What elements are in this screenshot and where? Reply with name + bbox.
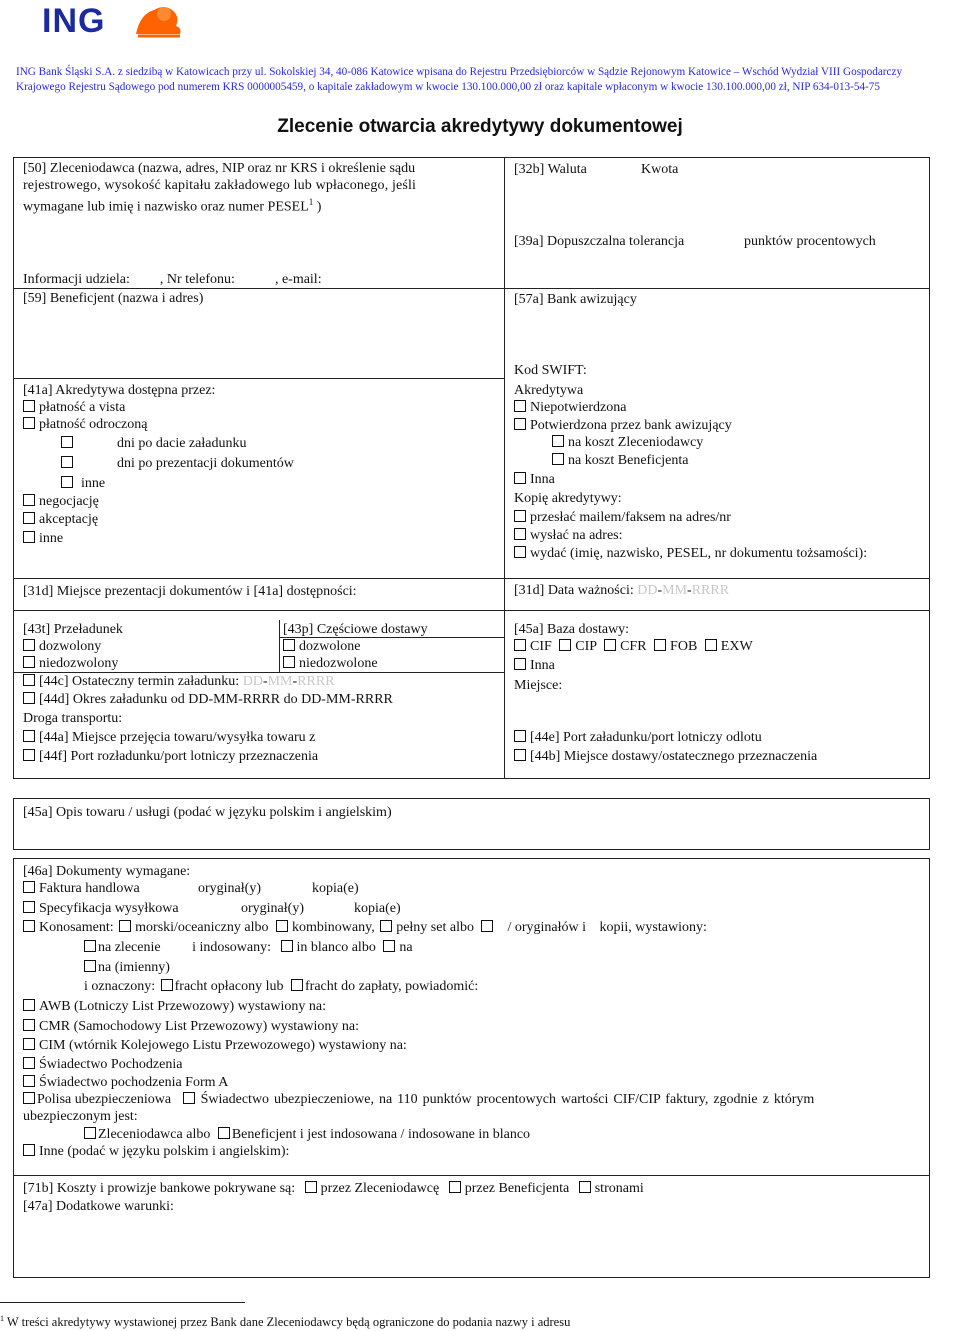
incoterms-row: CIF CIP CFR FOB EXW bbox=[514, 638, 753, 655]
logo-text: ING bbox=[42, 2, 106, 40]
bl-row: Konosament: morski/oceaniczny albo kombinowany, pełny set albo / oryginałów i kopii, wystawiony: bbox=[23, 919, 707, 936]
other1-checkbox[interactable] bbox=[61, 476, 73, 488]
footnote: $^1$ W treści akredytywy wystawionej przez Bank dane Zleceniodawcy będą ograniczone do podania nazwy i adresu bbox=[0, 1314, 571, 1330]
page-title: Zlecenie otwarcia akredytywy dokumentowej bbox=[277, 116, 683, 137]
copy-hand-checkbox[interactable] bbox=[514, 546, 526, 558]
base-other-row: Inna bbox=[514, 657, 555, 674]
s44e-row: [44e] Port załadunku/port lotniczy odlotu bbox=[514, 729, 762, 746]
base-place: Miejsce: bbox=[514, 678, 563, 693]
column-divider bbox=[504, 157, 505, 779]
s41a-deferred-row: płatność odroczoną bbox=[23, 416, 147, 433]
s43p-not-allowed-row: niedozwolone bbox=[283, 655, 378, 672]
invoice-checkbox[interactable] bbox=[23, 881, 35, 893]
s41a-days-docs-row: dni po prezentacji dokumentów bbox=[61, 455, 294, 472]
cost-beneficiary-checkbox[interactable] bbox=[552, 453, 564, 465]
confirm-other-row: Inna bbox=[514, 471, 555, 488]
packing-row: Specyfikacja wysyłkowa oryginał(y) kopia(e) bbox=[23, 900, 179, 917]
fob-checkbox[interactable] bbox=[654, 639, 666, 651]
insurance-row: Polisa ubezpieczeniowa Świadectwo ubezpieczeniowe, na 110 punktów procentowych wartości CIF/CIP faktury, zgodnie z którym bbox=[23, 1091, 814, 1108]
s50-contact: Informacji udziela: , Nr telefonu: , e-mail: bbox=[23, 272, 322, 287]
s41a-label: [41a] Akredytywa dostępna przez: bbox=[23, 383, 216, 398]
cif-checkbox[interactable] bbox=[514, 639, 526, 651]
s57a-swift: Kod SWIFT: bbox=[514, 363, 587, 378]
divider-31d bbox=[13, 578, 930, 579]
s43t-allowed-checkbox[interactable] bbox=[23, 639, 35, 651]
order-row: na zlecenie i indosowany: in blanco albo na bbox=[84, 939, 413, 956]
s47a-label: [47a] Dodatkowe warunki: bbox=[23, 1199, 174, 1214]
s43t-label: [43t] Przeładunek bbox=[23, 622, 123, 637]
s44c-checkbox[interactable] bbox=[23, 674, 35, 686]
days-docs-checkbox[interactable] bbox=[61, 456, 73, 468]
origin-a-checkbox[interactable] bbox=[23, 1075, 35, 1087]
copy-send-row: wysłać na adres: bbox=[514, 527, 623, 544]
s31d-expiry: [31d] Data ważności: DD-MM-RRRR bbox=[514, 583, 730, 598]
s41a-vista-row: płatność a vista bbox=[23, 399, 125, 416]
divider-43 bbox=[13, 610, 930, 611]
cfr-checkbox[interactable] bbox=[604, 639, 616, 651]
s31d-place: [31d] Miejsce prezentacji dokumentów i [41a] dostępności: bbox=[23, 584, 357, 599]
packing-checkbox[interactable] bbox=[23, 901, 35, 913]
copy-send-checkbox[interactable] bbox=[514, 528, 526, 540]
s41a-acceptance-row: akceptację bbox=[23, 511, 98, 528]
confirm-unconfirmed-row: Niepotwierdzona bbox=[514, 399, 626, 416]
s50-line3: wymagane lub imię i nazwisko oraz numer PESEL$^1$ ) bbox=[23, 197, 322, 215]
exw-checkbox[interactable] bbox=[705, 639, 717, 651]
s43p-allowed-checkbox[interactable] bbox=[283, 639, 295, 651]
s32b-amount: Kwota bbox=[641, 162, 679, 177]
bl-sea-checkbox[interactable] bbox=[119, 920, 131, 932]
s43t-allowed-row: dozwolony bbox=[23, 638, 101, 655]
ins-applicant-checkbox[interactable] bbox=[84, 1127, 96, 1139]
s39a-label: [39a] Dopuszczalna tolerancja bbox=[514, 234, 685, 249]
collect-checkbox[interactable] bbox=[291, 979, 303, 991]
insured-row: Zleceniodawca albo Beneficjent i jest indosowana / indosowane in blanco bbox=[84, 1126, 530, 1143]
cost-applicant-checkbox[interactable] bbox=[552, 435, 564, 447]
s71b-row: [71b] Koszty i prowizje bankowe pokrywane są: przez Zleceniodawcę przez Beneficjenta stronami bbox=[23, 1181, 644, 1196]
cmr-checkbox[interactable] bbox=[23, 1019, 35, 1031]
divider-41a bbox=[13, 378, 505, 379]
divider-71b bbox=[13, 1175, 930, 1176]
awb-row: AWB (Lotniczy List Przewozowy) wystawiony na: bbox=[23, 998, 326, 1015]
unconfirmed-checkbox[interactable] bbox=[514, 400, 526, 412]
s32b-currency: [32b] Waluta bbox=[514, 162, 587, 177]
vista-checkbox[interactable] bbox=[23, 400, 35, 412]
s43t-not-allowed-row: niedozwolony bbox=[23, 655, 118, 672]
cost-beneficiary-row: na koszt Beneficjenta bbox=[552, 452, 689, 469]
s43t-not-allowed-checkbox[interactable] bbox=[23, 656, 35, 668]
doc-other-row: Inne (podać w języku polskim i angielskim): bbox=[23, 1143, 289, 1160]
cim-checkbox[interactable] bbox=[23, 1038, 35, 1050]
s59-label: [59] Beneficjent (nazwa i adres) bbox=[23, 291, 204, 306]
confirm-confirmed-row: Potwierdzona przez bank awizujący bbox=[514, 417, 732, 434]
order-checkbox[interactable] bbox=[84, 940, 96, 952]
confirm-other-checkbox[interactable] bbox=[514, 472, 526, 484]
copy-mail-checkbox[interactable] bbox=[514, 510, 526, 522]
deferred-checkbox[interactable] bbox=[23, 417, 35, 429]
negotiation-checkbox[interactable] bbox=[23, 494, 35, 506]
named-checkbox[interactable] bbox=[84, 960, 96, 972]
costs-parties-checkbox[interactable] bbox=[579, 1181, 591, 1193]
s44c-row: [44c] Ostateczny termin załadunku: DD-MM-RRRR bbox=[23, 673, 335, 690]
s39a-unit: punktów procentowych bbox=[744, 234, 876, 249]
s57a-label: [57a] Bank awizujący bbox=[514, 292, 637, 307]
other2-checkbox[interactable] bbox=[23, 531, 35, 543]
header-line-1: ING Bank Śląski S.A. z siedzibą w Katowicach przy ul. Sokolskiej 34, 40-086 Katowice wpisana do Rejestru Przedsiębiorców w Sądzie Rejonowym Katowice – Wschód Wydział VIII Gospodarczy bbox=[16, 66, 903, 78]
s50-line1: [50] Zleceniodawca (nazwa, adres, NIP oraz nr KRS i określenie sądu bbox=[23, 161, 416, 176]
ins-beneficiary-checkbox[interactable] bbox=[218, 1127, 230, 1139]
bl-full-checkbox[interactable] bbox=[380, 920, 392, 932]
base-other-checkbox[interactable] bbox=[514, 658, 526, 670]
cmr-row: CMR (Samochodowy List Przewozowy) wystawiony na: bbox=[23, 1018, 359, 1035]
s44d-row: [44d] Okres załadunku od DD-MM-RRRR do DD-MM-RRRR bbox=[23, 691, 393, 708]
ins-cert-checkbox[interactable] bbox=[183, 1092, 195, 1104]
lion-icon bbox=[130, 0, 184, 40]
s45a-base-label: [45a] Baza dostawy: bbox=[514, 622, 630, 637]
awb-checkbox[interactable] bbox=[23, 999, 35, 1011]
route-label: Droga transportu: bbox=[23, 711, 123, 726]
divider-59 bbox=[13, 288, 505, 289]
s41a-negotiation-row: negocjację bbox=[23, 493, 99, 510]
s45a-desc-label: [45a] Opis towaru / usługi (podać w języku polskim i angielskim) bbox=[23, 805, 392, 820]
bl-checkbox[interactable] bbox=[23, 920, 35, 932]
s44b-row: [44b] Miejsce dostawy/ostatecznego przeznaczenia bbox=[514, 748, 817, 765]
s41a-other1-row: inne bbox=[61, 475, 105, 492]
origin-checkbox[interactable] bbox=[23, 1057, 35, 1069]
costs-applicant-checkbox[interactable] bbox=[305, 1181, 317, 1193]
cip-checkbox[interactable] bbox=[559, 639, 571, 651]
days-shipment-checkbox[interactable] bbox=[61, 436, 73, 448]
marked-row: i oznaczony: fracht opłacony lub fracht do zapłaty, powiadomić: bbox=[84, 979, 479, 994]
divider-57a bbox=[504, 288, 930, 289]
s43p-allowed-row: dozwolone bbox=[283, 638, 360, 655]
costs-beneficiary-checkbox[interactable] bbox=[449, 1181, 461, 1193]
s43p-not-allowed-checkbox[interactable] bbox=[283, 656, 295, 668]
s41a-days-shipment-row: dni po dacie załadunku bbox=[61, 435, 246, 452]
named-row: na (imienny) bbox=[84, 959, 170, 976]
s44e-checkbox[interactable] bbox=[514, 730, 526, 742]
s43p-label: [43p] Częściowe dostawy bbox=[283, 622, 428, 637]
copy-mail-row: przesłać mailem/faksem na adres/nr bbox=[514, 509, 731, 526]
origin-a-row: Świadectwo pochodzenia Form A bbox=[23, 1074, 228, 1091]
s44a-row: [44a] Miejsce przejęcia towaru/wysyłka towaru z bbox=[23, 729, 315, 746]
na-checkbox[interactable] bbox=[383, 940, 395, 952]
origin-row: Świadectwo Pochodzenia bbox=[23, 1056, 182, 1073]
s44f-row: [44f] Port rozładunku/port lotniczy przeznaczenia bbox=[23, 748, 318, 765]
copy-label: Kopię akredytywy: bbox=[514, 491, 622, 506]
ins-line2: ubezpieczonym jest: bbox=[23, 1109, 138, 1124]
s44f-checkbox[interactable] bbox=[23, 749, 35, 761]
bl-originals-checkbox[interactable] bbox=[481, 920, 493, 932]
confirmed-checkbox[interactable] bbox=[514, 418, 526, 430]
ing-logo bbox=[42, 2, 105, 41]
doc-other-checkbox[interactable] bbox=[23, 1144, 35, 1156]
s44a-checkbox[interactable] bbox=[23, 730, 35, 742]
acceptance-checkbox[interactable] bbox=[23, 512, 35, 524]
footnote-line bbox=[0, 1302, 245, 1303]
s44b-checkbox[interactable] bbox=[514, 749, 526, 761]
s46a-label: [46a] Dokumenty wymagane: bbox=[23, 864, 191, 879]
copy-hand-row: wydać (imię, nazwisko, PESEL, nr dokumentu tożsamości): bbox=[514, 545, 867, 562]
s44d-checkbox[interactable] bbox=[23, 692, 35, 704]
ins-policy-checkbox[interactable] bbox=[23, 1092, 35, 1104]
confirm-label: Akredytywa bbox=[514, 383, 584, 398]
cost-applicant-row: na koszt Zleceniodawcy bbox=[552, 434, 703, 451]
bl-comb-checkbox[interactable] bbox=[276, 920, 288, 932]
header-line-2: Krajowego Rejestru Sądowego pod numerem KRS 0000005459, o kapitale zakładowym w kwocie 130.100.000,00 zł oraz kapitale wpłaconym w kwocie 130.100.000,00 zł, NIP 634-013-54-75 bbox=[16, 81, 880, 93]
prepaid-checkbox[interactable] bbox=[161, 979, 173, 991]
s43-mid-line bbox=[279, 620, 280, 672]
s41a-other2-row: inne bbox=[23, 530, 63, 547]
invoice-row: Faktura handlowa oryginał(y) kopia(e) bbox=[23, 880, 140, 897]
blank-checkbox[interactable] bbox=[281, 940, 293, 952]
s50-line2: rejestrowego, wysokość kapitału zakładowego lub wpłaconego, jeśli bbox=[23, 178, 417, 193]
cim-row: CIM (wtórnik Kolejowego Listu Przewozowego) wystawiony na: bbox=[23, 1037, 407, 1054]
